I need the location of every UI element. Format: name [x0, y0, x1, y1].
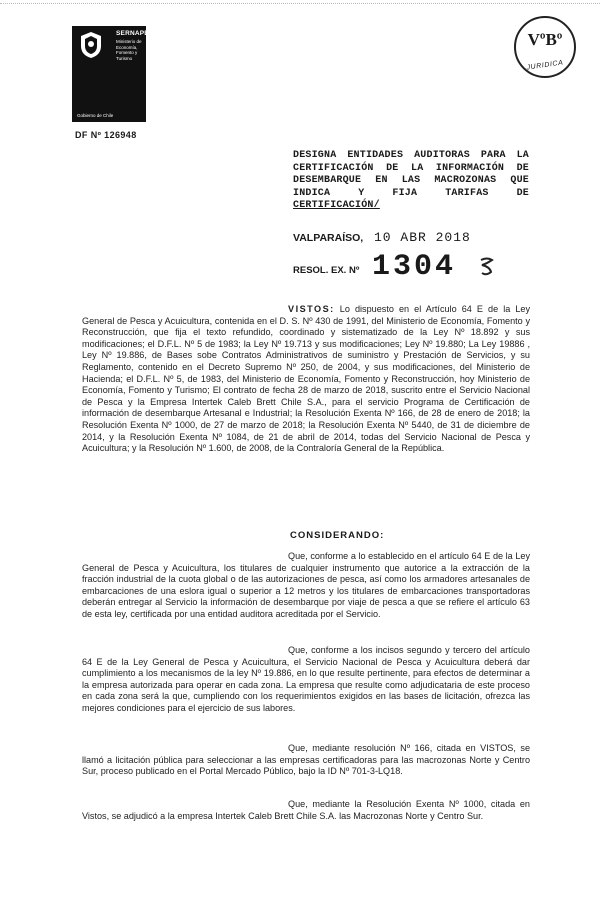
considerando-paragraph-3: [82, 743, 530, 778]
title-underlined: CERTIFICACIÓN/: [293, 200, 380, 211]
considerando-text-2: Que, conforme a los incisos segundo y tercero del artículo 64 E de la Ley General de Pesca y Acuicultura, el Servicio Nacional de Pesca y Acuicultura deberá dar cumplimiento a los mecanismos de la ley Nº 19.886, en lo que resulte pertinente, para efectos de determinar a la empresa autorizada para operar en cada zona. La empresa que resulte como adjudicataria de este proceso en cada zona será la que, cumpliendo con los requerimientos exigidos en las bases de licitación, ofrezca las mejores condiciones para el ejercicio de sus labores.: [82, 645, 530, 713]
considerando-heading: CONSIDERANDO:: [290, 530, 385, 541]
considerando-text-3: Que, mediante resolución Nº 166, citada en VISTOS, se llamó a licitación pública para seleccionar a las empresas certificadoras para las macrozonas Norte y Centro Sur, proceso publicado en el Portal Mercado Público, bajo la ID Nº 701-3-LQ18.: [82, 743, 530, 777]
logo-ministry: Ministerio de Economía, Fomento y Turismo: [116, 39, 142, 61]
coat-of-arms-icon: [77, 30, 105, 60]
considerando-paragraph-2: [82, 645, 530, 715]
date-stamp: 10 ABR 2018: [374, 230, 471, 245]
vistos-lead: VISTOS:: [288, 304, 335, 314]
resolution-number: 1304: [372, 250, 457, 284]
logo-government: Gobierno de Chile: [77, 113, 114, 118]
resolution-label: RESOL. EX. Nº: [293, 265, 360, 276]
df-number: DF Nº 126948: [75, 130, 137, 140]
logo-brand: SERNAPESCA: [116, 30, 164, 37]
title-main: DESIGNA ENTIDADES AUDITORAS PARA LA CERTIFICACIÓN DE LA INFORMACIÓN DE DESEMBARQUE EN LAS MACROZONAS QUE INDICA Y FIJA TARIFAS DE: [293, 150, 529, 199]
resolution-title: [293, 150, 529, 213]
vistos-text: Lo dispuesto en el Artículo 64 E de la Ley General de Pesca y Acuicultura, contenida en el D. S. Nº 430 de 1991, del Ministerio de Economía, Fomento y Reconstrucción, que fija el texto refundido, coordinado y sistematizado de la Ley Nº 18.892 y sus modificaciones; el D.F.L. Nº 5 de 1983; la Ley Nº 19.713 y sus modificaciones; Ley Nº 19.880; La Ley 19886 , Ley Nº 19.886, de Bases sobe Contratos Administrativos de suministro y Prestación de Servicios, y su Reglamento, contenido en el Decreto Supremo Nº 250, de 2004, y sus modificaciones, del Ministerio de Hacienda; el D.F.L. Nº 5, de 1983, del Ministerio de Economía, Fomento y Reconstrucción, hoy Ministerio de Economía, Fomento y Turismo; El contrato de fecha 28 de marzo de 2018, suscrito entre el Servicio Nacional de Pesca y la Empresa Intertek Caleb Brett Chile S.A., para el servicio Programa de Certificación de información de desembarque Artesanal e Industrial; la Resolución Exenta Nº 166, de 28 de enero de 2018; la Resolución Exenta Nº 1000, de 27 de marzo de 2018; la Resolución Exenta Nº 5440, de 31 de diciembre de 2014, y la Resolución Exenta Nº 1084, de 21 de abril de 2014, todas del Servicio Nacional de Pesca y Acuicultura; y la Resolución Nº 1.600, de 2008, de la Contraloría General de la República.: [82, 304, 530, 454]
considerando-text-4: Que, mediante la Resolución Exenta Nº 1000, citada en Vistos, se adjudicó a la empresa Intertek Caleb Brett Chile S.A. las Macrozonas Norte y Centro Sur.: [82, 799, 530, 821]
considerando-paragraph-1: [82, 551, 530, 621]
sernapesca-logo: [72, 26, 164, 122]
considerando-paragraph-4: [82, 799, 530, 822]
stamp-vb: VºBº: [527, 30, 563, 49]
stamp-department: JURIDICA: [526, 59, 564, 72]
vistos-section: [82, 304, 530, 455]
place: VALPARAÍSO,: [293, 232, 364, 244]
initials-mark-icon: [478, 256, 496, 278]
approval-stamp: [514, 16, 576, 78]
considerando-text-1: Que, conforme a lo establecido en el artículo 64 E de la Ley General de Pesca y Acuicultura, los titulares de cualquier instrumento que autorice a la extracción de la fracción industrial de la cuota global o de las autorizaciones de pesca, así como los armadores artesanales de embarcaciones de una eslora igual o superior a 12 metros y los titulares de embarcaciones transportadoras deberán entregar al Servicio la información de desembarque por viaje de pesca a que se refiere el artículo 63 de esta ley, certificada por una entidad auditora acreditada por el Servicio.: [82, 551, 530, 619]
scan-top-edge: [0, 3, 600, 4]
